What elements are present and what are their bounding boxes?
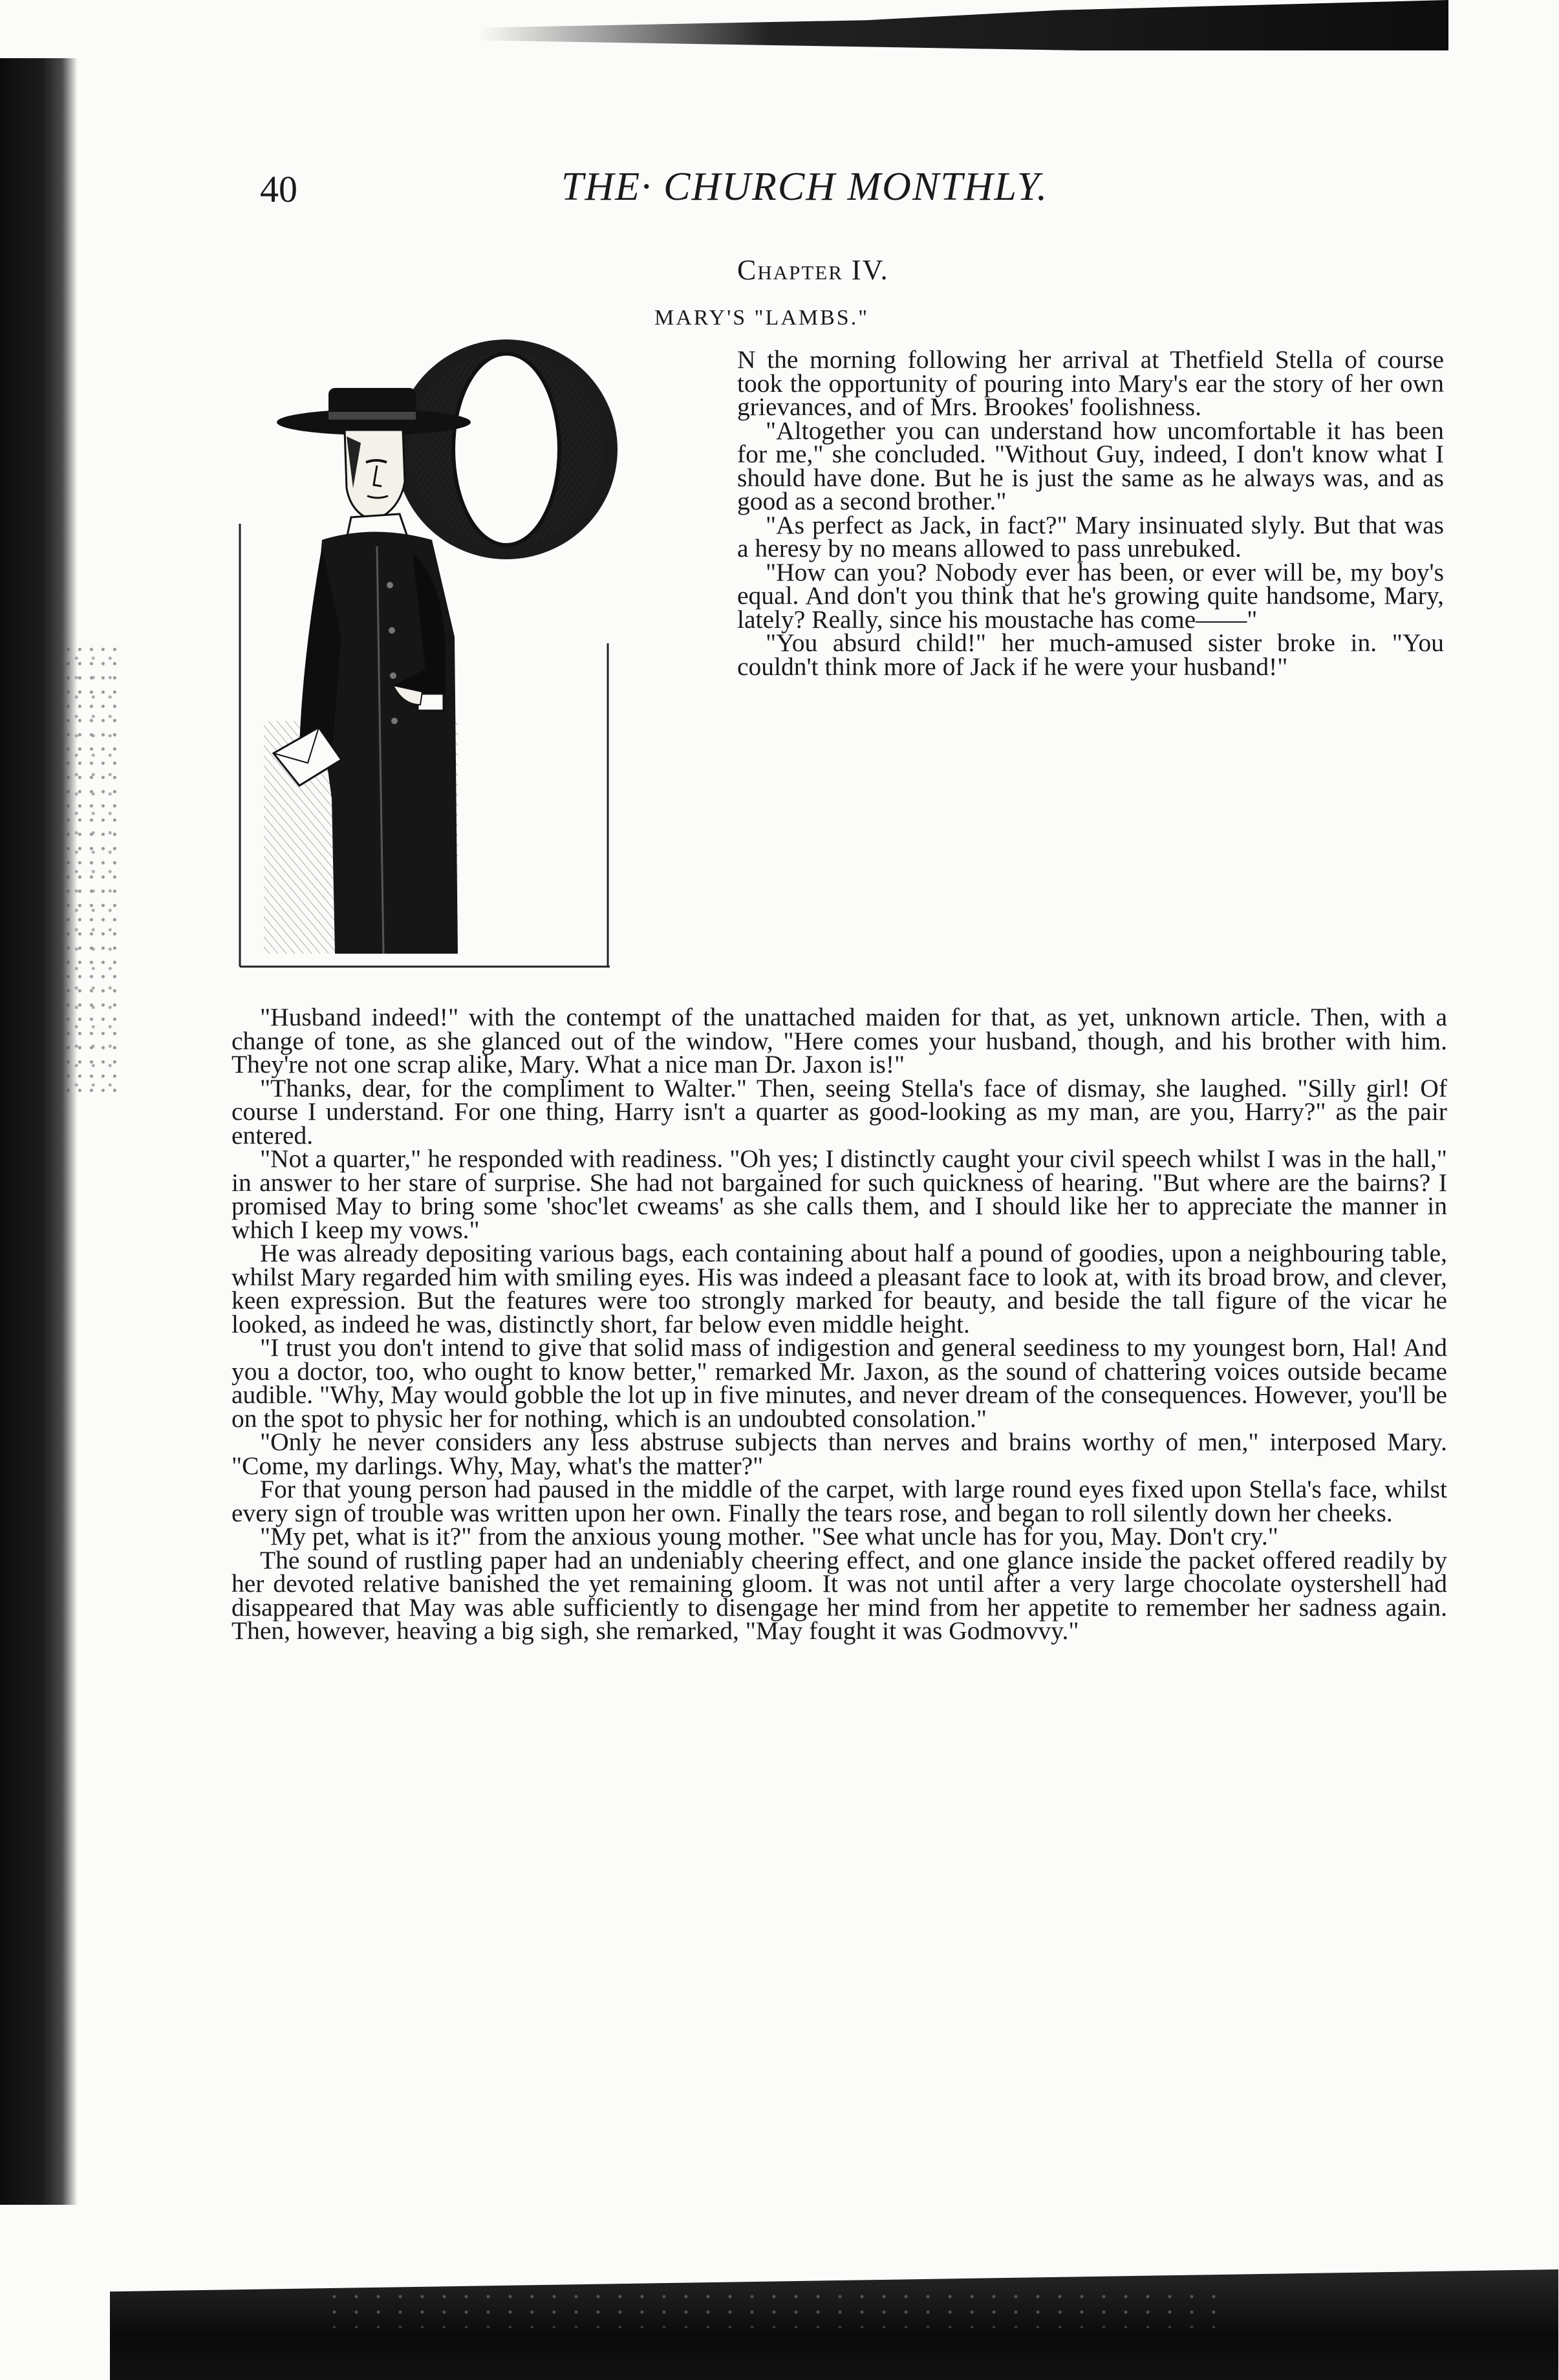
running-title: THE· CHURCH MONTHLY. <box>561 165 1049 209</box>
engraving-svg <box>238 333 746 970</box>
scan-edge-left <box>0 58 78 2205</box>
paragraph: "I trust you don't intend to give that solid mass of indigestion and general seediness to my youngest born, Hal! And you a doctor, too, who ought to know better," remarked Mr. Jaxon, as the sound of chattering voices outside became audible. "Why, May would gobble the lot up in five minutes, and never dream of the consequences. However, you'll be on the spot to physic her for nothing, which is an undoubted consolation." <box>231 1333 1447 1433</box>
paragraph: "Only he never considers any less abstruse subjects than nerves and brains worthy of men," interposed Mary. "Come, my darlings. Why, May, what's the matter?" <box>231 1428 1447 1480</box>
paragraph: He was already depositing various bags, each containing about half a pound of goodies, upon a neighbouring table, whilst Mary regarded him with smiling eyes. His was indeed a pleasant face to look at, with its broad brow, and clever, keen expression. But the features were too strongly marked for beauty, and beside the tall figure of the vicar he looked, as indeed he was, distinctly short, far below even middle height. <box>231 1239 1447 1338</box>
engraving-illustration <box>238 333 746 970</box>
text-column-beside-illustration <box>737 345 1444 681</box>
paragraph: "Husband indeed!" with the contempt of the unattached maiden for that, as yet, unknown article. Then, with a change of tone, as she glanced out of the window, "Here comes your husband, though, and his brother with him. They're not one scrap alike, Mary. What a nice man Dr. Jaxon is!" <box>231 1003 1447 1078</box>
page-number: 40 <box>260 168 297 210</box>
paragraph: "My pet, what is it?" from the anxious young mother. "See what uncle has for you, May. Don't cry." <box>260 1522 1278 1550</box>
scan-speckle-left <box>65 647 123 1099</box>
paragraph: "You absurd child!" her much-amused sister broke in. "You couldn't think more of Jack if he were your husband!" <box>737 628 1444 681</box>
paragraph: "How can you? Nobody ever has been, or ever will be, my boy's equal. And don't you think that he's growing quite handsome, Mary, lately? Really, since his moustache has come——" <box>737 557 1444 634</box>
chapter-heading: Chapter IV. <box>737 254 889 286</box>
chapter-subtitle: MARY'S "LAMBS." <box>654 306 870 330</box>
paragraph: The sound of rustling paper had an undeniably cheering effect, and one glance inside the packet offered readily by her devoted relative banished the yet remaining gloom. It was not until after a very large chocolate oystershell had disappeared that May was able sufficiently to disengage her mind from her appetite to remember her sadness again. Then, however, heaving a big sigh, she remarked, "May fought it was Godmovvy." <box>231 1545 1447 1645</box>
drop-cap-ring <box>395 339 618 559</box>
paragraph: "As perfect as Jack, in fact?" Mary insinuated slyly. But that was a heresy by no means allowed to pass unrebuked. <box>737 510 1444 563</box>
paragraph: "Not a quarter," he responded with readiness. "Oh yes; I distinctly caught your civil speech whilst I was in the hall," in answer to her stare of surprise. She had not bargained for such quickness of hearing. "But where are the bairns? I promised May to bring some 'shoc'let cweams' as she calls them, and I should like her to appreciate the manner in which I keep my vows." <box>231 1144 1447 1244</box>
paragraph: N the morning following her arrival at Thetfield Stella of course took the opportunity of pouring into Mary's ear the story of her own grievances, and of Mrs. Brookes' foolishness. <box>737 345 1444 421</box>
paragraph: For that young person had paused in the middle of the carpet, with large round eyes fixed upon Stella's face, whilst every sign of trouble was written upon her own. Finally the tears rose, and began to roll silently down her cheeks. <box>231 1475 1447 1527</box>
scan-speckle-bottom <box>323 2289 1229 2328</box>
paragraph: "Altogether you can understand how uncomfortable it has been for me," she concluded. "Without Guy, indeed, I don't know what I should have done. But he is just the same as he always was, and as good as a second brother." <box>737 416 1444 515</box>
text-column-full-width <box>231 1005 1447 1643</box>
scan-edge-top <box>478 0 1448 50</box>
paragraph: "Thanks, dear, for the compliment to Walter." Then, seeing Stella's face of dismay, she laughed. "Silly girl! Of course I understand. For one thing, Harry isn't a quarter as good-looking as my man, are you, Harry?" as the pair entered. <box>231 1073 1447 1150</box>
